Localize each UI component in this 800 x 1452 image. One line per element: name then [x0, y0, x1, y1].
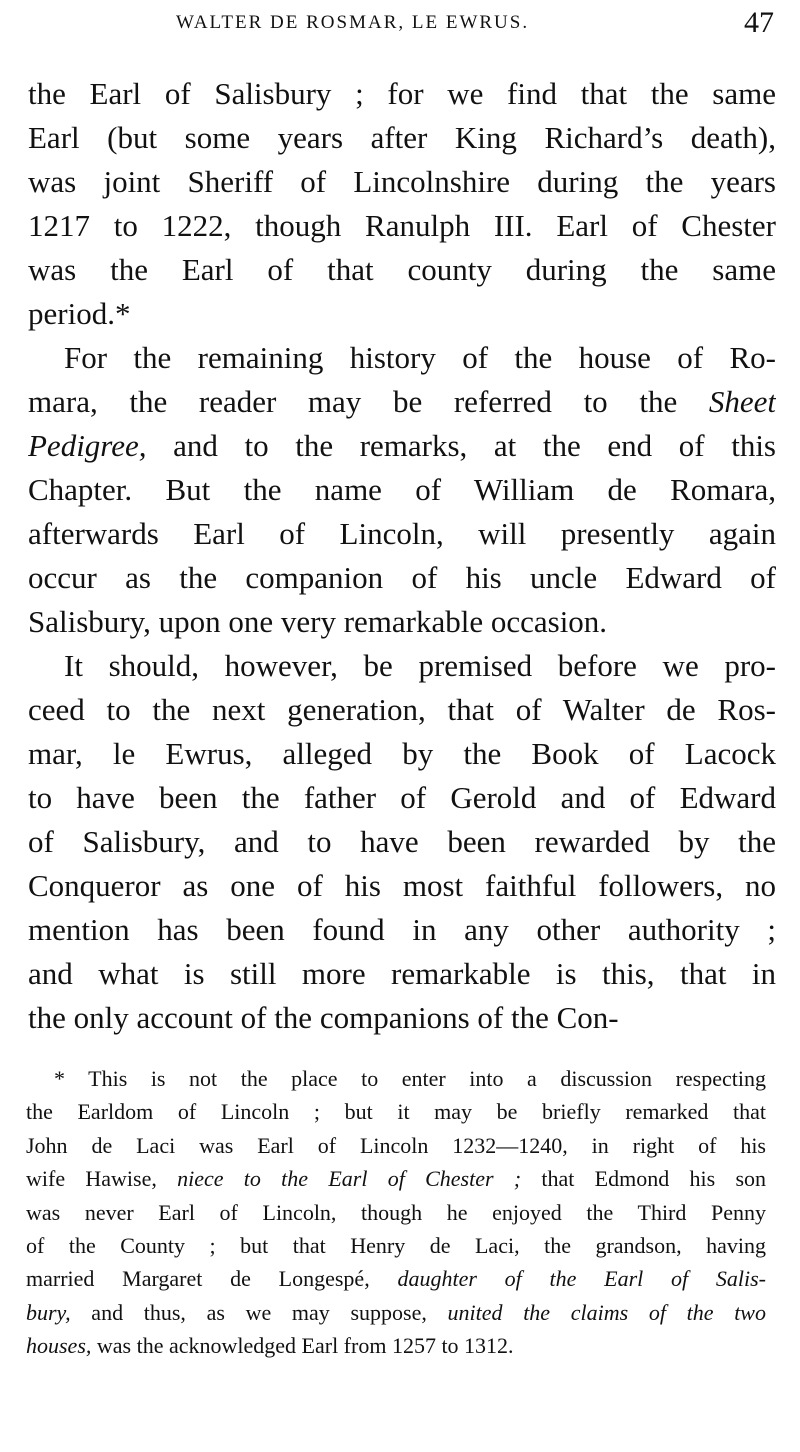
- text-segment: Earl (but some years after King Richard’s death),: [28, 120, 776, 155]
- text-line: [26, 1129, 766, 1162]
- text-segment: mar, le Ewrus, alleged by the Book of Lacock: [28, 736, 776, 771]
- text-segment: For the remaining history of the house of Ro-: [64, 340, 776, 375]
- text-line: [28, 292, 776, 336]
- text-line: [26, 1229, 766, 1262]
- text-line: [26, 1162, 766, 1195]
- text-segment: that Edmond his son: [521, 1166, 766, 1192]
- text-line: [28, 908, 776, 952]
- text-line: [28, 116, 776, 160]
- page-number: 47: [744, 6, 774, 39]
- text-line: [26, 1196, 766, 1229]
- italic-segment: houses,: [26, 1333, 92, 1359]
- paragraph: [28, 644, 776, 1040]
- text-line: [28, 776, 776, 820]
- text-line: [28, 820, 776, 864]
- text-segment: 1217 to 1222, though Ranulph III. Earl of Chester: [28, 208, 776, 243]
- text-segment: of the County ; but that Henry de Laci, the grandson, having: [26, 1232, 766, 1258]
- italic-segment: Sheet: [708, 384, 776, 419]
- text-segment: period.*: [28, 296, 131, 331]
- text-segment: Conqueror as one of his most faithful followers, no: [28, 868, 776, 903]
- text-segment: was the Earl of that county during the same: [28, 252, 776, 287]
- text-segment: * This is not the place to enter into a discussion respecting: [54, 1066, 766, 1091]
- text-line: [28, 952, 776, 996]
- text-segment: the only account of the companions of the Con-: [28, 1000, 619, 1035]
- text-line: [28, 556, 776, 600]
- text-line: [28, 644, 776, 688]
- text-segment: the Earl of Salisbury ; for we find that the same: [28, 76, 776, 111]
- text-line: [26, 1262, 766, 1295]
- text-line: [28, 336, 776, 380]
- text-segment: Salisbury, upon one very remarkable occasion.: [28, 604, 608, 639]
- text-segment: wife Hawise,: [26, 1166, 178, 1192]
- text-line: [28, 204, 776, 248]
- text-segment: the Earldom of Lincoln ; but it may be briefly remarked that: [26, 1099, 766, 1125]
- text-line: [26, 1062, 766, 1095]
- footnote: [26, 1062, 766, 1363]
- running-title: WALTER DE ROSMAR, LE EWRUS.: [176, 12, 530, 33]
- text-line: [28, 600, 776, 644]
- text-segment: John de Laci was Earl of Lincoln 1232—1240, in right of his: [26, 1132, 766, 1158]
- text-segment: of Salisbury, and to have been rewarded by the: [28, 824, 776, 859]
- text-segment: mara, the reader may be referred to the: [28, 384, 709, 419]
- text-segment: was never Earl of Lincoln, though he enjoyed the Third Penny: [26, 1199, 766, 1225]
- body-text: [28, 72, 776, 1040]
- italic-segment: daughter of the Earl of Salis-: [397, 1266, 766, 1292]
- text-line: [28, 688, 776, 732]
- text-segment: and to the remarks, at the end of this: [146, 428, 776, 463]
- italic-segment: Pedigree,: [28, 428, 147, 463]
- paragraph: [28, 336, 776, 644]
- text-line: [28, 160, 776, 204]
- text-line: [28, 72, 776, 116]
- text-segment: was the acknowledged Earl from 1257 to 1312.: [91, 1333, 514, 1359]
- text-line: [26, 1095, 766, 1128]
- text-line: [26, 1296, 766, 1329]
- text-line: [28, 864, 776, 908]
- text-line: [28, 468, 776, 512]
- running-head: [26, 6, 774, 42]
- text-line: [28, 512, 776, 556]
- text-line: [28, 424, 776, 468]
- text-segment: mention has been found in any other authority ;: [28, 912, 776, 947]
- text-segment: was joint Sheriff of Lincolnshire during the years: [28, 164, 776, 199]
- italic-segment: niece to the Earl of Chester ;: [177, 1166, 522, 1192]
- text-segment: It should, however, be premised before we pro-: [64, 648, 776, 683]
- text-segment: to have been the father of Gerold and of Edward: [28, 780, 776, 815]
- italic-segment: bury,: [26, 1299, 71, 1325]
- text-segment: and what is still more remarkable is this, that in: [28, 956, 776, 991]
- text-segment: occur as the companion of his uncle Edward of: [28, 560, 776, 595]
- text-segment: and thus, as we may suppose,: [70, 1299, 448, 1325]
- text-line: [28, 380, 776, 424]
- text-segment: ceed to the next generation, that of Walter de Ros-: [28, 692, 776, 727]
- italic-segment: united the claims of the two: [447, 1299, 766, 1325]
- text-segment: married Margaret de Longespé,: [26, 1266, 398, 1292]
- text-line: [28, 996, 776, 1040]
- text-segment: afterwards Earl of Lincoln, will presently again: [28, 516, 776, 551]
- paragraph: [28, 72, 776, 336]
- text-segment: Chapter. But the name of William de Romara,: [28, 472, 776, 507]
- text-line: [26, 1329, 766, 1362]
- text-line: [28, 732, 776, 776]
- text-line: [28, 248, 776, 292]
